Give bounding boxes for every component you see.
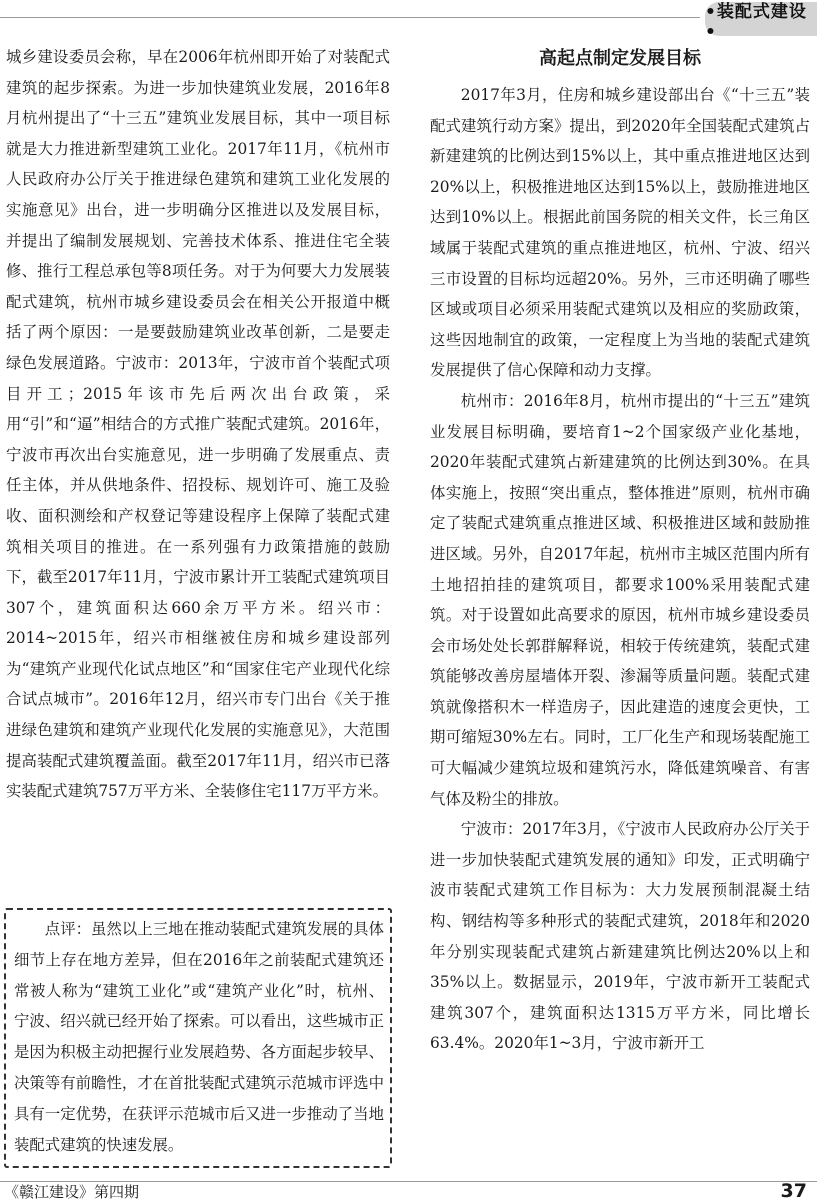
body-paragraph: 杭州市：2016年8月，杭州市提出的“十三五”建筑业发展目标明确，要培育1~2个国家级产业化基地，2020年装配式建筑占新建建筑的比例达到30%。在具体实施上，按照“突出重点，整体推进”原则，杭州市确定了装配式建筑重点推进区域、积极推进区域和鼓励推进区域。另外，自2017年起，杭州市主城区范围内所有土地招拍挂的建筑项目，都要求100%采用装配式建筑。对于设置如此高要求的原因，杭州市城乡建设委员会市场处处长郭群解释说，相较于传统建筑，装配式建筑能够改善房屋墙体开裂、渗漏等质量问题。装配式建筑就像搭积木一样造房子，因此建造的速度会更快，工期可缩短30%左右。同时，工厂化生产和现场装配施工可大幅减少建筑垃圾和建筑污水，降低建筑噪音、有害气体及粉尘的排放。 bbox=[430, 391, 810, 808]
body-paragraph: 城乡建设委员会称，早在2006年杭州即开始了对装配式建筑的起步探索。为进一步加快建筑业发展，2016年8月杭州提出了“十三五”建筑业发展目标，其中一项目标就是大力推进新型建筑工业化。2017年11月，《杭州市人民政府办公厅关于推进绿色建筑和建筑工业化发展的实施意见》出台，进一步明确分区推进以及发展目标，并提出了编制发展规划、完善技术体系、推进住宅全装修、推行工程总承包等8项任务。对于为何要大力发展装配式建筑，杭州市城乡建设委员会在相关公开报道中概括了两个原因：一是要鼓励建筑业改革创新，二是要走绿色发展道路。宁波市：2013年，宁波市首个装配式项目开工；2015年该市先后两次出台政策，采用“引”和“逼”相结合的方式推广装配式建筑。2016年，宁波市再次出台实施意见，进一步明确了发展重点、责任主体，并从供地条件、招投标、规划许可、施工及验收、面积测绘和产权登记等建设程序上保障了装配式建筑相关项目的推进。在一系列强有力政策措施的鼓励下，截至2017年11月，宁波市累计开工装配式建筑项目307个，建筑面积达660余万平方米。绍兴市：2014~2015年，绍兴市相继被住房和城乡建设部列为“建筑产业现代化试点地区”和“国家住宅产业现代化综合试点城市”。2016年12月，绍兴市专门出台《关于推进绿色建筑和建筑产业现代化发展的实施意见》，大范围提高装配式建筑覆盖面。截至2017年11月，绍兴市已落实装配式建筑757万平方米、全装修住宅117万平方米。 bbox=[6, 48, 390, 801]
comment-text: 点评：虽然以上三地在推动装配式建筑发展的具体细节上存在地方差异，但在2016年之前装配式建筑还常被人称为“建筑工业化”或“建筑产业化”时，杭州、宁波、绍兴就已经开始了探索。可以看出，这些城市正是因为积极主动把握行业发展趋势、各方面起步较早、决策等有前瞻性，才在首批装配式建筑示范城市评选中具有一定优势，在获评示范城市后又进一步推动了当地装配式建筑的快速发展。 bbox=[14, 920, 384, 1154]
section-tag: •装配式建设• bbox=[705, 2, 817, 36]
section-heading: 高起点制定发展目标 bbox=[539, 48, 701, 69]
body-paragraph: 宁波市：2017年3月，《宁波市人民政府办公厅关于进一步加快装配式建筑发展的通知》印发，正式明确宁波市装配式建筑工作目标为：大力发展预制混凝土结构、钢结构等多种形式的装配式建筑，2018年和2020年分别实现装配式建筑占新建建筑比例达20%以上和35%以上。数据显示，2019年，宁波市新开工装配式建筑307个，建筑面积达1315万平方米，同比增长63.4%。2020年1~3月，宁波市新开工 bbox=[430, 820, 810, 1053]
left-column bbox=[6, 42, 390, 807]
body-paragraph: 2017年3月，住房和城乡建设部出台《“十三五”装配式建筑行动方案》提出，到2020年全国装配式建筑占新建建筑的比例达到15%以上，其中重点推进地区达到20%以上，积极推进地区达到15%以上，鼓励推进地区达到10%以上。根据此前国务院的相关文件，长三角区域属于装配式建筑的重点推进地区，杭州、宁波、绍兴三市设置的目标均远超20%。另外，三市还明确了哪些区域或项目必须采用装配式建筑以及相应的奖励政策，这些因地制宜的政策，一定程度上为当地的装配式建筑发展提供了信心保障和动力支撑。 bbox=[430, 86, 810, 380]
footer-rule bbox=[0, 1181, 817, 1182]
right-column bbox=[430, 42, 810, 1059]
journal-name: 《赣江建设》第四期 bbox=[4, 1183, 140, 1201]
comment-box bbox=[4, 908, 392, 1168]
page-number: 37 bbox=[780, 1180, 807, 1202]
header-rule bbox=[0, 17, 700, 18]
